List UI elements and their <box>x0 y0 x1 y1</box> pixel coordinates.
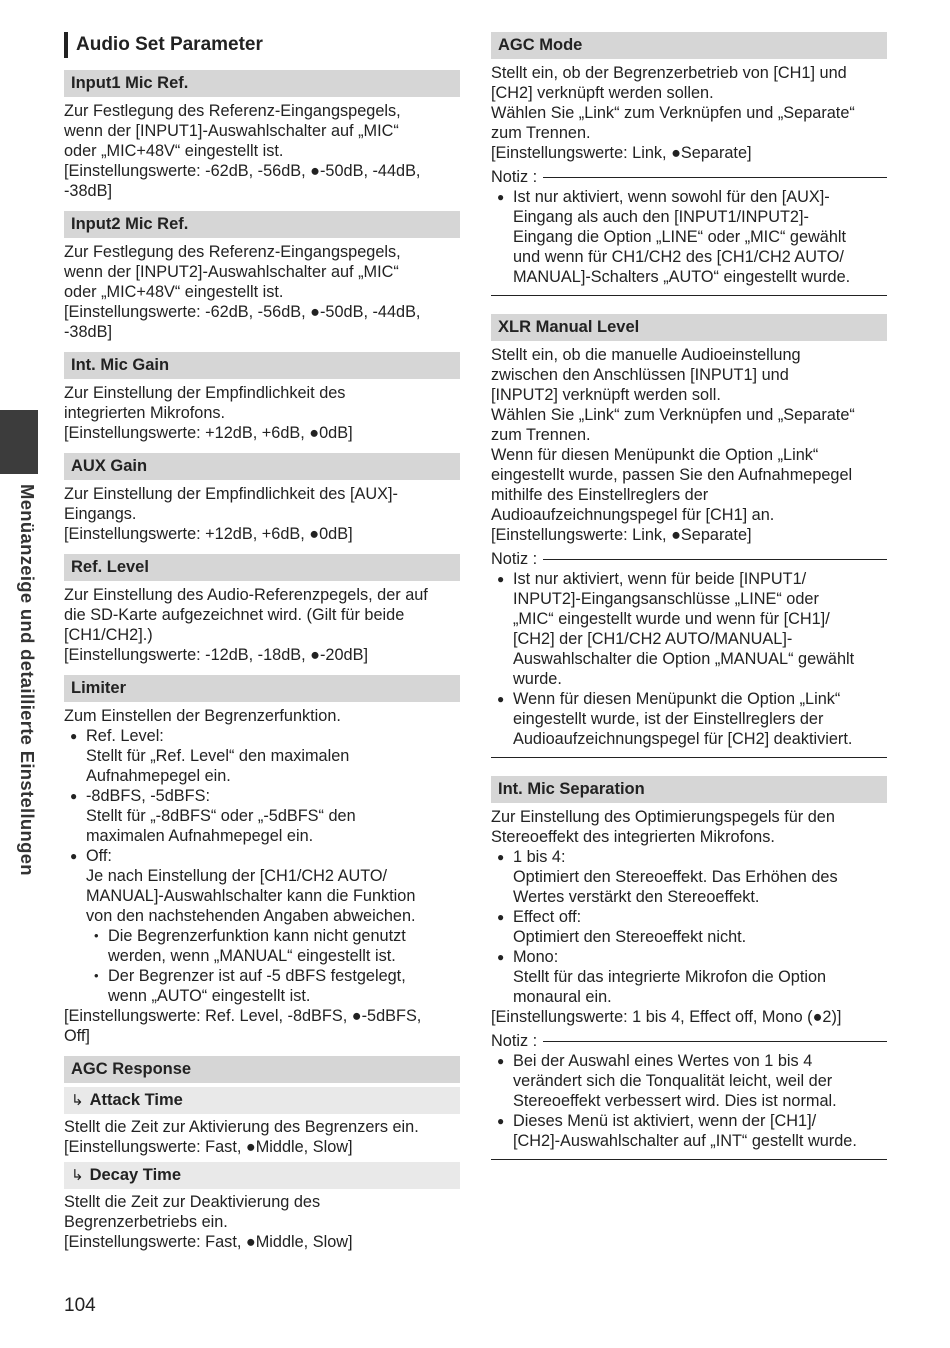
setting-values: [Einstellungswerte: Fast, ●Middle, Slow] <box>64 1138 353 1156</box>
text-line: oder „MIC+48V“ eingestellt ist. <box>64 142 284 160</box>
text-line: Stellt die Zeit zur Aktivierung des Begrenzers ein. <box>64 1118 419 1136</box>
text-line: Wählen Sie „Link“ zum Verknüpfen und „Separate“ <box>491 406 855 424</box>
note-heading: Notiz : <box>491 549 887 569</box>
section-heading-int-mic-gain: Int. Mic Gain <box>64 352 460 379</box>
text-line: Wenn für diesen Menüpunkt die Option „Link“ <box>491 446 819 464</box>
sidebar-tab-marker <box>0 410 38 474</box>
list-item: ● Ist nur aktiviert, wenn sowohl für den [AUX]- Eingang als auch den [INPUT1/INPUT2]- Eingang die Option „LINE“ oder „MIC“ gewählt und wenn für CH1/CH2 des [CH1/CH2 AUTO/ MANUAL]-Schalters „AUTO“ eingestellt wurde. <box>491 187 887 287</box>
note-heading: Notiz : <box>491 1031 887 1051</box>
section-divider <box>491 757 887 758</box>
page-number: 104 <box>64 1295 96 1316</box>
setting-values: [Einstellungswerte: Fast, ●Middle, Slow] <box>64 1233 353 1251</box>
section-heading-aux-gain: AUX Gain <box>64 453 460 480</box>
setting-values: -38dB] <box>64 182 112 200</box>
list-item: ● 1 bis 4: Optimiert den Stereoeffekt. Das Erhöhen des Wertes verstärkt den Stereoeffekt. <box>491 847 887 907</box>
text-line: oder „MIC+48V“ eingestellt ist. <box>64 283 284 301</box>
text-line: Zur Einstellung der Empfindlichkeit des <box>64 384 346 402</box>
text-line: eingestellt wurde, passen Sie den Aufnahmepegel <box>491 466 853 484</box>
section-heading-agc-response: AGC Response <box>64 1056 460 1083</box>
text-line: Begrenzerbetriebs ein. <box>64 1213 228 1231</box>
text-line: [CH1/CH2].) <box>64 626 153 644</box>
text-line: zum Trennen. <box>491 426 591 444</box>
text-line: integrierten Mikrofons. <box>64 404 226 422</box>
setting-values: [Einstellungswerte: Link, ●Separate] <box>491 526 752 544</box>
text-line: Stellt ein, ob der Begrenzerbetrieb von [CH1] und <box>491 64 847 82</box>
text-line: wenn der [INPUT2]-Auswahlschalter auf „MIC“ <box>64 263 399 281</box>
text-line: Zum Einstellen der Begrenzerfunktion. <box>64 707 341 725</box>
text-line: mithilfe des Einstellreglers der <box>491 486 709 504</box>
section-heading-xlr-manual-level: XLR Manual Level <box>491 314 887 341</box>
list-item: ● Ref. Level: Stellt für „Ref. Level“ den maximalen Aufnahmepegel ein. <box>64 726 460 786</box>
text-line: Zur Einstellung des Optimierungspegels für den <box>491 808 835 826</box>
setting-values: [Einstellungswerte: Link, ●Separate] <box>491 144 752 162</box>
note-list <box>491 187 887 287</box>
list-item: ● Effect off: Optimiert den Stereoeffekt nicht. <box>491 907 887 947</box>
subsection-heading-decay-time: ↳ Decay Time <box>64 1162 460 1189</box>
text-line: Stereoeffekt des integrierten Mikrofons. <box>491 828 775 846</box>
note-heading: Notiz : <box>491 167 887 187</box>
setting-values: [Einstellungswerte: 1 bis 4, Effect off, Mono (●2)] <box>491 1008 842 1026</box>
text-line: Wählen Sie „Link“ zum Verknüpfen und „Separate“ <box>491 104 855 122</box>
setting-values: [Einstellungswerte: +12dB, +6dB, ●0dB] <box>64 525 353 543</box>
section-heading-agc-mode: AGC Mode <box>491 32 887 59</box>
text-line: Zur Einstellung der Empfindlichkeit des [AUX]- <box>64 485 398 503</box>
subsection-heading-attack-time: ↳ Attack Time <box>64 1087 460 1114</box>
setting-values: [Einstellungswerte: Ref. Level, -8dBFS, ●-5dBFS, <box>64 1007 422 1025</box>
note-list <box>491 1051 887 1151</box>
section-heading-int-mic-separation: Int. Mic Separation <box>491 776 887 803</box>
setting-values: -38dB] <box>64 323 112 341</box>
text-line: zum Trennen. <box>491 124 591 142</box>
section-divider <box>491 1159 887 1160</box>
section-heading-input2-mic-ref: Input2 Mic Ref. <box>64 211 460 238</box>
list-item: ● Ist nur aktiviert, wenn für beide [INPUT1/ INPUT2]-Eingangsanschlüsse „LINE“ oder „MIC“ eingestellt wurde und wenn für [CH1]/ [CH2] der [CH1/CH2 AUTO/MANUAL]- Auswahlschalter die Option „MANUAL“ gewählt wurde. <box>491 569 887 689</box>
right-column <box>491 32 887 1178</box>
text-line: [CH2] verknüpft werden sollen. <box>491 84 714 102</box>
separation-option-list <box>491 847 887 1007</box>
list-item: ● Bei der Auswahl eines Wertes von 1 bis 4 verändert sich die Tonqualität leicht, weil der Stereoeffekt verbessert wird. Dies ist normal. <box>491 1051 887 1111</box>
text-line: wenn der [INPUT1]-Auswahlschalter auf „MIC“ <box>64 122 399 140</box>
list-item: ● Dieses Menü ist aktiviert, wenn der [CH1]/ [CH2]-Auswahlschalter auf „INT“ gestellt wurde. <box>491 1111 887 1151</box>
page-title: Audio Set Parameter <box>64 32 460 58</box>
list-item: ● -8dBFS, -5dBFS: Stellt für „-8dBFS“ oder „-5dBFS“ den maximalen Aufnahmepegel ein. <box>64 786 460 846</box>
note-list <box>491 569 887 749</box>
setting-values: Off] <box>64 1027 90 1045</box>
text-line: Stellt die Zeit zur Deaktivierung des <box>64 1193 321 1211</box>
setting-values: [Einstellungswerte: -62dB, -56dB, ●-50dB, -44dB, <box>64 162 421 180</box>
text-line: Stellt ein, ob die manuelle Audioeinstellung <box>491 346 801 364</box>
setting-values: [Einstellungswerte: -12dB, -18dB, ●-20dB] <box>64 646 368 664</box>
list-item: ● Off: Je nach Einstellung der [CH1/CH2 AUTO/ MANUAL]-Auswahlschalter kann die Funktion von den nachstehenden Angaben abweichen. • Die Begrenzerfunktion kann nicht genutzt werden, wenn „MANUAL“ eingestellt ist. • Der Begrenzer ist auf -5 dBFS festgelegt, wenn „AUTO“ eingestellt ist. <box>64 846 460 1006</box>
setting-values: [Einstellungswerte: -62dB, -56dB, ●-50dB, -44dB, <box>64 303 421 321</box>
section-divider <box>491 295 887 296</box>
text-line: Audioaufzeichnungspegel für [CH1] an. <box>491 506 775 524</box>
section-heading-input1-mic-ref: Input1 Mic Ref. <box>64 70 460 97</box>
text-line: die SD-Karte aufgezeichnet wird. (Gilt für beide <box>64 606 405 624</box>
text-line: [INPUT2] verknüpft werden soll. <box>491 386 721 404</box>
sub-arrow-icon: ↳ <box>71 1092 84 1109</box>
setting-values: [Einstellungswerte: +12dB, +6dB, ●0dB] <box>64 424 353 442</box>
limiter-off-sub-list <box>86 926 460 1006</box>
sub-arrow-icon: ↳ <box>71 1167 84 1184</box>
list-item: ● Wenn für diesen Menüpunkt die Option „Link“ eingestellt wurde, ist der Einstellreglers der Audioaufzeichnungspegel für [CH2] deaktiviert. <box>491 689 887 749</box>
section-heading-ref-level: Ref. Level <box>64 554 460 581</box>
text-line: Eingangs. <box>64 505 137 523</box>
text-line: zwischen den Anschlüssen [INPUT1] und <box>491 366 789 384</box>
section-heading-limiter: Limiter <box>64 675 460 702</box>
text-line: Zur Festlegung des Referenz-Eingangspegels, <box>64 102 401 120</box>
list-item: • Die Begrenzerfunktion kann nicht genutzt werden, wenn „MANUAL“ eingestellt ist. <box>86 926 460 966</box>
text-line: Zur Einstellung des Audio-Referenzpegels, der auf <box>64 586 428 604</box>
list-item: ● Mono: Stellt für das integrierte Mikrofon die Option monaural ein. <box>491 947 887 1007</box>
sidebar-chapter-label: Menüanzeige und detaillierte Einstellungen <box>17 484 38 876</box>
limiter-option-list <box>64 726 460 1006</box>
text-line: Zur Festlegung des Referenz-Eingangspegels, <box>64 243 401 261</box>
left-column <box>64 30 460 1252</box>
list-item: • Der Begrenzer ist auf -5 dBFS festgelegt, wenn „AUTO“ eingestellt ist. <box>86 966 460 1006</box>
